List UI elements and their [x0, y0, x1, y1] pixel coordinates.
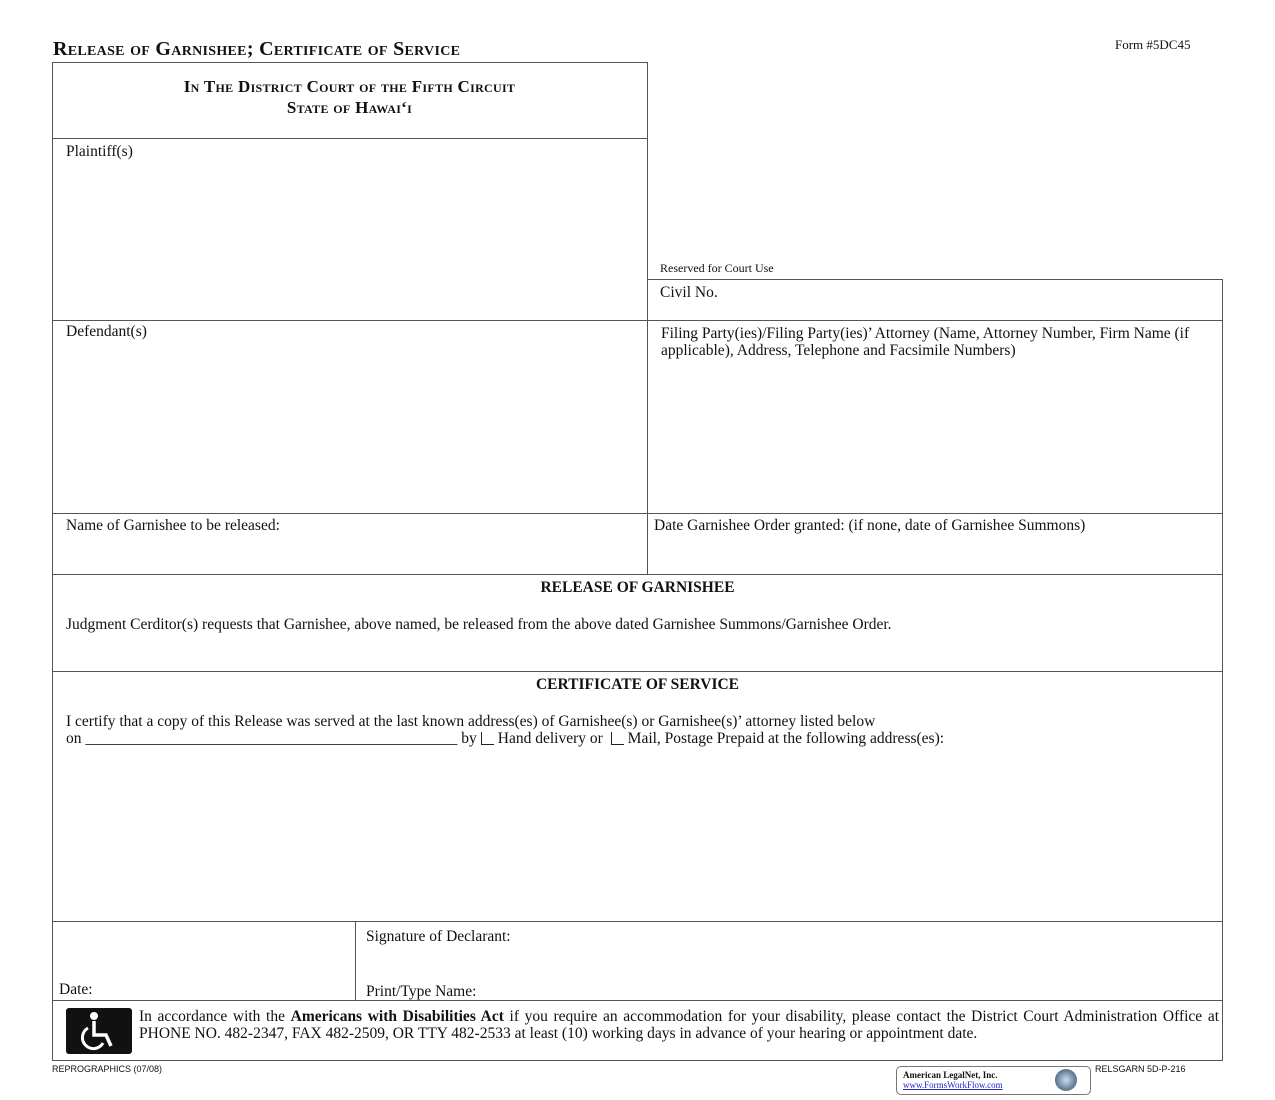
divider: [52, 320, 1223, 321]
mail-checkbox[interactable]: [611, 732, 624, 745]
vendor-link[interactable]: www.FormsWorkFlow.com: [903, 1080, 1003, 1090]
release-heading: RELEASE OF GARNISHEE: [540, 579, 735, 596]
divider: [52, 138, 647, 139]
vendor-name: American LegalNet, Inc.: [903, 1070, 998, 1080]
accessibility-icon: [66, 1008, 132, 1054]
filing-party-field[interactable]: Filing Party(ies)/Filing Party(ies)’ Attorney (Name, Attorney Number, Firm Name (if applicable), Address, Telephone and Facsimile Numbers): [661, 325, 1190, 359]
footer-left: REPROGRAPHICS (07/08): [52, 1064, 163, 1074]
court-name: In The District Court of the Fifth Circuit: [183, 77, 516, 96]
form-title: Release of Garnishee; Certificate of Service: [53, 38, 461, 60]
garnishee-name-field[interactable]: Name of Garnishee to be released:: [66, 517, 280, 534]
hand-delivery-checkbox[interactable]: [481, 732, 494, 745]
divider: [52, 1060, 1223, 1061]
ada-notice: In accordance with the Americans with Disabilities Act if you require an accommodation for your disability, please contact the District Court Administration Office at PHONE NO. 482-2347, FAX 482-2509, OR TTY 482-2533 at least (10) working days in advance of your hearing or appointment date.: [139, 1008, 1220, 1042]
divider: [647, 279, 1223, 280]
vendor-badge: [896, 1066, 1091, 1095]
print-name-field[interactable]: Print/Type Name:: [366, 983, 477, 1000]
divider: [52, 921, 1223, 922]
signature-field[interactable]: Signature of Declarant:: [366, 928, 511, 945]
reserved-label: Reserved for Court Use: [660, 261, 774, 275]
service-date-field[interactable]: on ________________________________________________ by: [66, 730, 477, 747]
court-caption: [52, 76, 647, 118]
divider: [52, 1000, 1223, 1001]
globe-icon: [1055, 1069, 1077, 1091]
divider: [647, 62, 648, 574]
divider: [52, 62, 53, 1060]
hand-delivery-label: Hand delivery or: [497, 730, 603, 747]
mail-label: Mail, Postage Prepaid at the following address(es):: [627, 730, 945, 747]
certificate-heading: CERTIFICATE OF SERVICE: [535, 676, 740, 693]
divider: [355, 921, 356, 1000]
divider: [52, 574, 1223, 575]
date-field[interactable]: Date:: [59, 981, 93, 998]
civil-no-field[interactable]: Civil No.: [660, 284, 718, 301]
form-number: Form #5DC45: [1115, 37, 1191, 52]
defendants-field[interactable]: Defendant(s): [66, 323, 147, 340]
certificate-text: I certify that a copy of this Release was served at the last known address(es) of Garnishee(s) or Garnishee(s)’ attorney listed below: [66, 713, 876, 730]
plaintiffs-label: Plaintiff(s): [66, 143, 133, 160]
divider: [52, 513, 1223, 514]
court-state: State of Hawai‘i: [286, 98, 413, 117]
order-date-field[interactable]: Date Garnishee Order granted: (if none, date of Garnishee Summons): [654, 517, 1086, 534]
divider: [52, 671, 1223, 672]
footer-right: RELSGARN 5D-P-216: [1095, 1064, 1186, 1074]
divider: [52, 62, 647, 63]
service-line: [66, 730, 944, 747]
divider: [1222, 279, 1223, 1060]
release-text: Judgment Cerditor(s) requests that Garnishee, above named, be released from the above dated Garnishee Summons/Garnishee Order.: [66, 616, 892, 633]
